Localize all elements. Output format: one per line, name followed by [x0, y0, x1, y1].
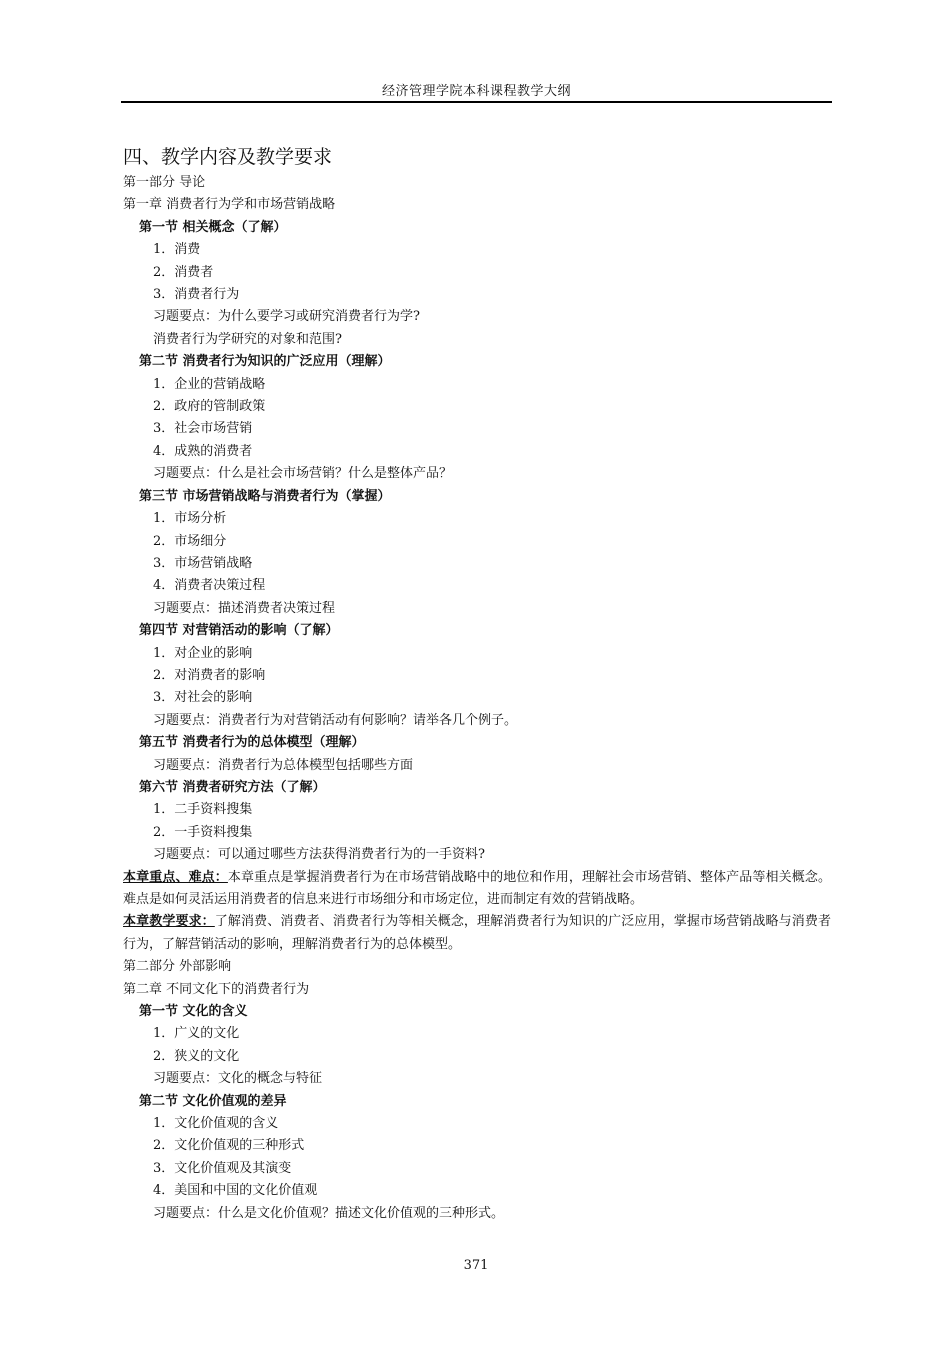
page-header: 经济管理学院本科课程教学大纲 [381, 84, 571, 99]
subsection-title: 第四节 对营销活动的影响（了解） [139, 623, 339, 639]
exercise-points: 消费者行为学研究的对象和范围? [153, 331, 342, 347]
subsection-title: 第五节 消费者行为的总体模型（理解） [139, 735, 365, 751]
document-body [123, 143, 831, 1225]
page-number: 371 [463, 1258, 489, 1273]
key-points-text: 本章重点是掌握消费者行为在市场营销战略中的地位和作用，理解社会市场营销、整体产品等相关概念。难点是如何灵活运用消费者的信息来进行市场细分和市场定位，进而制定有效的营销战略。 [123, 869, 831, 907]
key-points-paragraph [123, 867, 831, 912]
list-item: 4．消费者决策过程 [153, 578, 266, 594]
list-item: 2．消费者 [153, 264, 214, 280]
subsection-title: 第三节 市场营销战略与消费者行为（掌握） [139, 488, 391, 504]
key-points-label: 本章重点、难点： [123, 869, 228, 885]
list-item: 1．市场分析 [153, 511, 227, 527]
exercise-points: 习题要点：可以通过哪些方法获得消费者行为的一手资料? [153, 847, 485, 863]
list-item: 1．对企业的影响 [153, 645, 253, 661]
subsection-title: 第二节 消费者行为知识的广泛应用（理解） [139, 354, 391, 370]
list-item: 2．狭义的文化 [153, 1048, 240, 1064]
list-item: 3．社会市场营销 [153, 421, 253, 437]
list-item: 3．市场营销战略 [153, 555, 253, 571]
chapter-title: 第二章 不同文化下的消费者行为 [123, 981, 310, 997]
list-item: 2．市场细分 [153, 533, 227, 549]
requirements-paragraph [123, 911, 831, 956]
list-item: 3．文化价值观及其演变 [153, 1160, 292, 1176]
exercise-points: 习题要点：为什么要学习或研究消费者行为学? [153, 309, 420, 325]
subsection-title: 第一节 相关概念（了解） [139, 219, 287, 235]
exercise-points: 习题要点：消费者行为对营销活动有何影响？请举各几个例子。 [153, 712, 518, 728]
list-item: 1．消费 [153, 242, 201, 258]
list-item: 1．企业的营销战略 [153, 376, 266, 392]
exercise-points: 习题要点：文化的概念与特征 [153, 1071, 323, 1087]
part-title: 第二部分 外部影响 [123, 959, 232, 975]
section-title: 四、教学内容及教学要求 [123, 146, 333, 168]
header-rule [121, 101, 832, 103]
subsection-title: 第六节 消费者研究方法（了解） [139, 779, 326, 795]
chapter-title: 第一章 消费者行为学和市场营销战略 [123, 197, 336, 213]
list-item: 2．对消费者的影响 [153, 667, 266, 683]
list-item: 3．消费者行为 [153, 287, 240, 303]
exercise-points: 习题要点：描述消费者决策过程 [153, 600, 336, 616]
list-item: 4．成熟的消费者 [153, 443, 253, 459]
requirements-label: 本章教学要求： [123, 914, 215, 930]
list-item: 1．广义的文化 [153, 1026, 240, 1042]
exercise-points: 习题要点：消费者行为总体模型包括哪些方面 [153, 757, 414, 773]
list-item: 1．文化价值观的含义 [153, 1116, 279, 1132]
list-item: 1．二手资料搜集 [153, 802, 253, 818]
list-item: 2．一手资料搜集 [153, 824, 253, 840]
subsection-title: 第一节 文化的含义 [139, 1004, 248, 1020]
subsection-title: 第二节 文化价值观的差异 [139, 1093, 287, 1109]
part-title: 第一部分 导论 [123, 175, 206, 190]
requirements-text: 了解消费、消费者、消费者行为等相关概念，理解消费者行为知识的广泛应用，掌握市场营销战略与消费者行为，了解营销活动的影响，理解消费者行为的总体模型。 [123, 914, 831, 952]
list-item: 2．政府的管制政策 [153, 399, 266, 415]
list-item: 4．美国和中国的文化价值观 [153, 1183, 318, 1199]
list-item: 3．对社会的影响 [153, 690, 253, 706]
list-item: 2．文化价值观的三种形式 [153, 1138, 305, 1154]
exercise-points: 习题要点：什么是文化价值观？描述文化价值观的三种形式。 [153, 1205, 505, 1221]
exercise-points: 习题要点：什么是社会市场营销？什么是整体产品？ [153, 466, 453, 482]
